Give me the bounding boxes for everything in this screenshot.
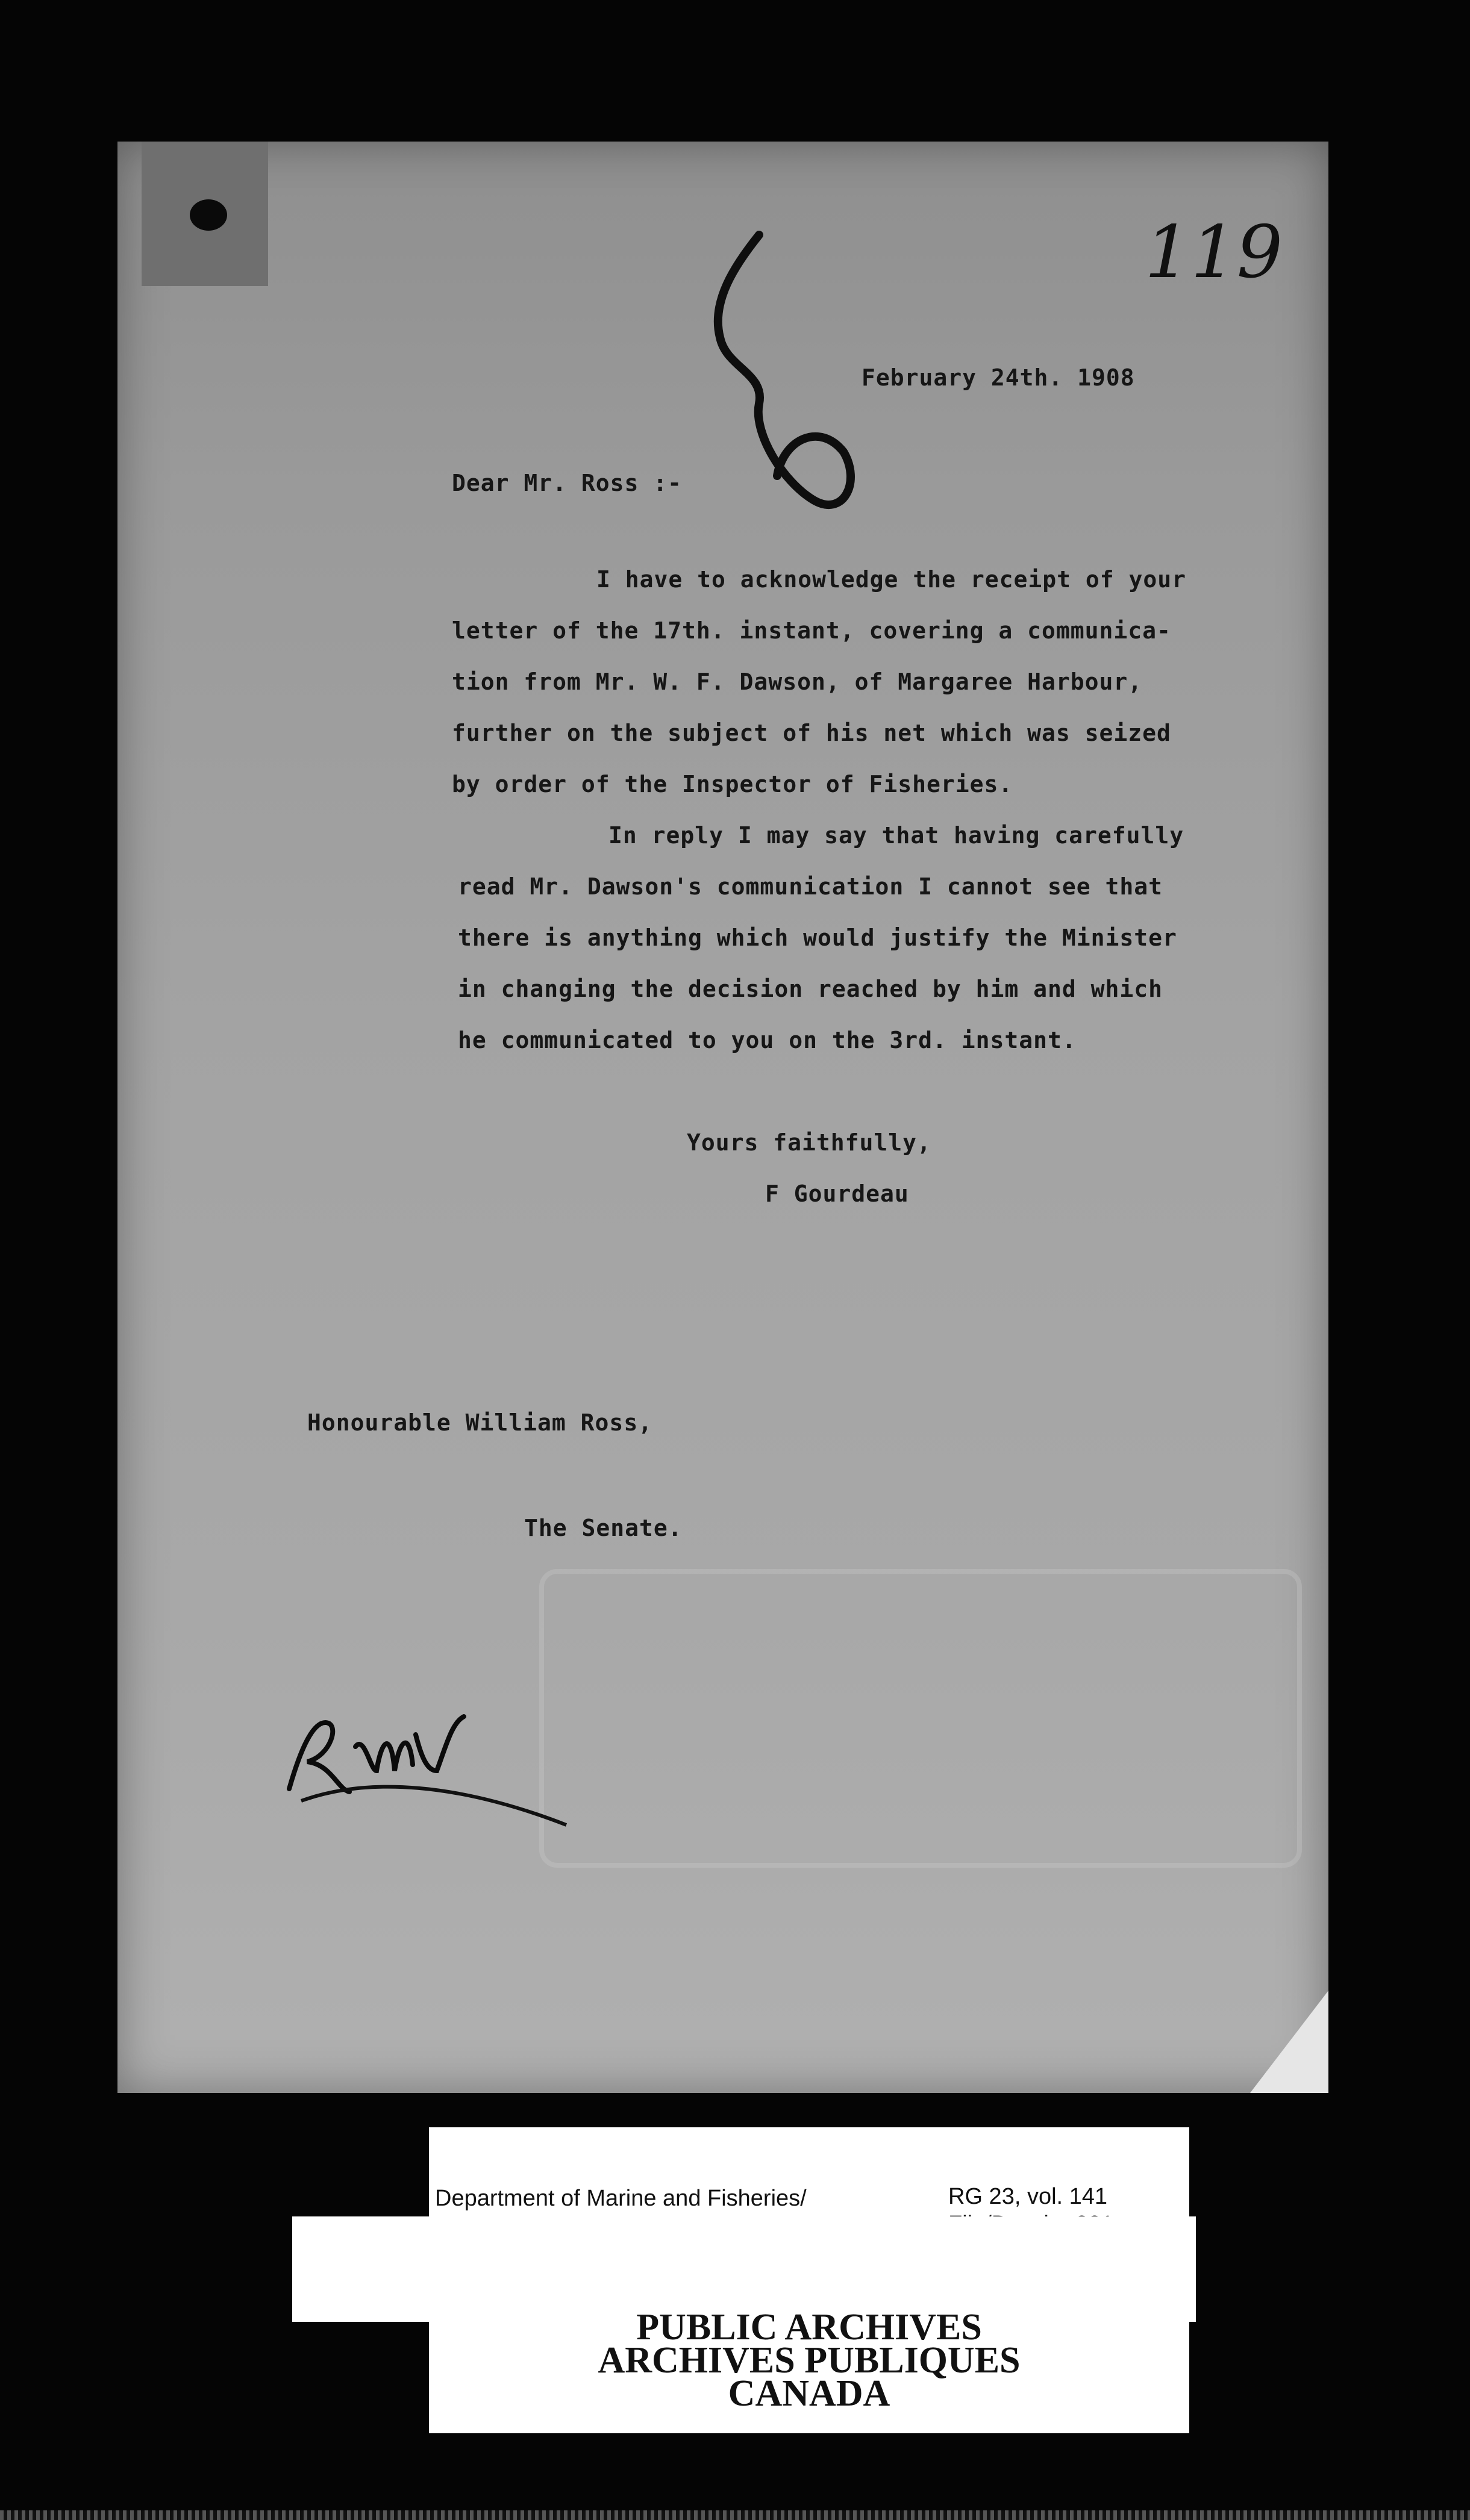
body-line: I have to acknowledge the receipt of your (596, 566, 1186, 593)
body-line: by order of the Inspector of Fisheries. (452, 771, 1013, 797)
archives-line: CANADA (728, 2373, 890, 2414)
handwritten-mark (687, 223, 880, 536)
body-line: letter of the 17th. instant, covering a communica- (452, 617, 1171, 644)
recipient-title: The Senate. (524, 1515, 683, 1541)
body-line: there is anything which would justify the Minister (458, 925, 1177, 951)
body-line: tion from Mr. W. F. Dawson, of Margaree Harbour, (452, 669, 1143, 695)
body-line: in changing the decision reached by him and which (458, 976, 1163, 1002)
reference-line: RG 23, vol. 141 (948, 2184, 1108, 2209)
archives-line: ARCHIVES PUBLIQUES (598, 2340, 1021, 2381)
page-number: 119 (1145, 211, 1283, 295)
salutation: Dear Mr. Ross :- (452, 470, 683, 496)
faded-stamp (539, 1569, 1302, 1868)
corner-fold (1250, 1991, 1328, 2093)
punch-hole (190, 199, 227, 231)
body-line: further on the subject of his net which was seized (452, 720, 1171, 746)
closing: Yours faithfully, (687, 1129, 931, 1156)
film-edge (0, 2510, 1470, 2520)
signature: F Gourdeau (765, 1180, 909, 1207)
body-line: he communicated to you on the 3rd. instant. (458, 1027, 1077, 1053)
department-line: Department of Marine and Fisheries/ (435, 2186, 807, 2211)
handwritten-initials (265, 1698, 590, 1831)
archives-line: PUBLIC ARCHIVES (636, 2307, 982, 2348)
body-line: In reply I may say that having carefully (608, 822, 1184, 849)
letter-date: February 24th. 1908 (862, 364, 1135, 391)
recipient-name: Honourable William Ross, (307, 1409, 653, 1436)
archives-label (429, 2253, 1189, 2433)
body-line: read Mr. Dawson's communication I cannot see that (458, 873, 1163, 900)
